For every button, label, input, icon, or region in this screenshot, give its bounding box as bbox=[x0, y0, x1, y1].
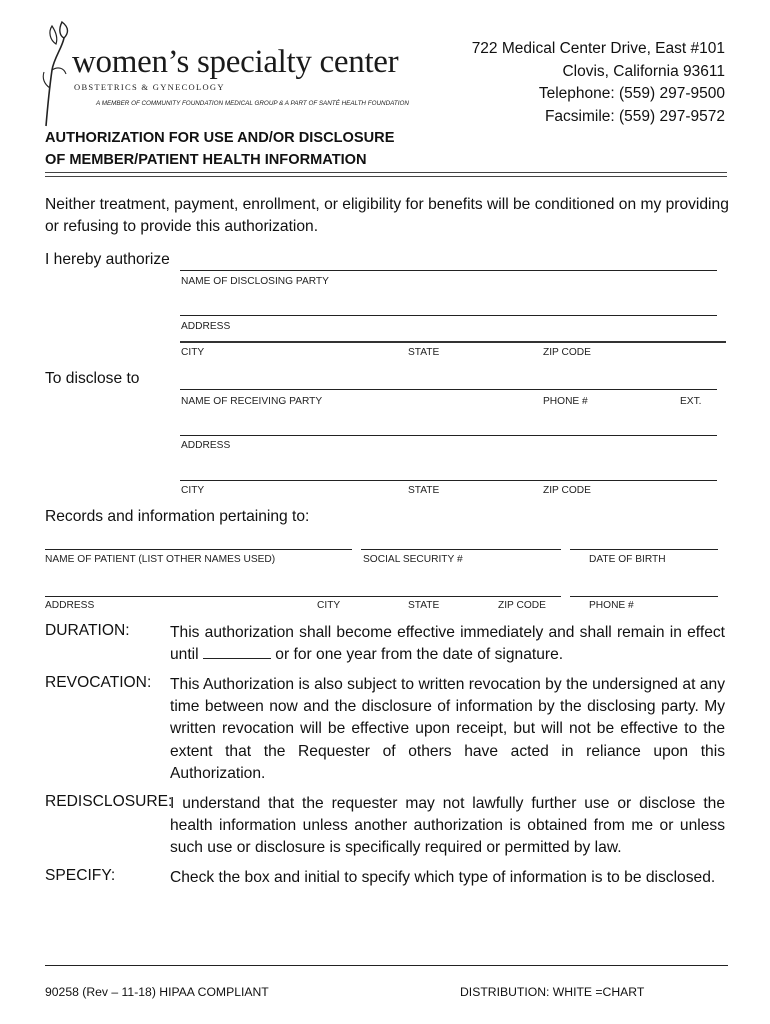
title-line-2: OF MEMBER/PATIENT HEALTH INFORMATION bbox=[45, 152, 367, 168]
disclosing-party-name-label: NAME OF DISCLOSING PARTY bbox=[181, 276, 329, 287]
patient-phone-field[interactable] bbox=[570, 596, 718, 597]
logo-tagline: A MEMBER OF COMMUNITY FOUNDATION MEDICAL GROUP & A PART OF SANTÉ HEALTH FOUNDATION bbox=[96, 100, 409, 107]
receiving-zip-label: ZIP CODE bbox=[543, 485, 591, 496]
date-of-birth-label: DATE OF BIRTH bbox=[589, 554, 666, 565]
receiving-state-label: STATE bbox=[408, 485, 440, 496]
patient-state-label: STATE bbox=[408, 600, 440, 611]
address-city: Clovis, California 93611 bbox=[562, 62, 725, 80]
social-security-field[interactable] bbox=[361, 549, 561, 550]
title-divider bbox=[45, 172, 727, 173]
clinic-address-block bbox=[472, 38, 725, 128]
authorize-label: I hereby authorize bbox=[45, 251, 170, 268]
receiving-phone-label: PHONE # bbox=[543, 396, 588, 407]
logo-wordmark: women’s specialty center bbox=[72, 44, 399, 80]
receiving-city-label: CITY bbox=[181, 485, 205, 496]
disclosing-party-address-label: ADDRESS bbox=[181, 321, 231, 332]
address-street: 722 Medical Center Drive, East #101 bbox=[471, 40, 725, 57]
patient-address-field[interactable] bbox=[45, 596, 561, 597]
receiving-party-name-label: NAME OF RECEIVING PARTY bbox=[181, 396, 323, 407]
duration-label: DURATION: bbox=[45, 622, 130, 639]
patient-zip-label: ZIP CODE bbox=[498, 600, 546, 611]
specify-label: SPECIFY: bbox=[45, 867, 116, 884]
title-divider-2 bbox=[45, 176, 727, 177]
duration-until-field[interactable] bbox=[203, 644, 271, 659]
title-line-1: AUTHORIZATION FOR USE AND/OR DISCLOSURE bbox=[45, 130, 395, 146]
distribution-note: DISTRIBUTION: WHITE =CHART bbox=[460, 985, 645, 999]
lily-logo-icon bbox=[40, 18, 76, 130]
facsimile: Facsimile: (559) 297-9572 bbox=[544, 107, 725, 125]
patient-phone-label: PHONE # bbox=[589, 600, 634, 611]
intro-paragraph: Neither treatment, payment, enrollment, or eligibility for benefits will be conditioned on my providing or refusing to provide this authorization. bbox=[45, 196, 729, 235]
receiving-party-name-field[interactable] bbox=[180, 389, 717, 390]
disclosing-party-name-field[interactable] bbox=[180, 270, 717, 271]
disclosing-party-city-field[interactable] bbox=[180, 341, 726, 343]
disclosing-state-label: STATE bbox=[408, 347, 440, 358]
receiving-ext-label: EXT. bbox=[680, 396, 702, 407]
telephone: Telephone: (559) 297-9500 bbox=[538, 85, 725, 102]
social-security-label: SOCIAL SECURITY # bbox=[363, 554, 463, 565]
duration-text bbox=[170, 622, 725, 666]
logo-subtitle: OBSTETRICS & GYNECOLOGY bbox=[74, 82, 225, 92]
patient-name-label: NAME OF PATIENT (LIST OTHER NAMES USED) bbox=[45, 554, 276, 565]
redisclosure-label: REDISCLOSURE: bbox=[45, 793, 173, 810]
patient-address-label: ADDRESS bbox=[45, 600, 95, 611]
revocation-label: REVOCATION: bbox=[45, 674, 152, 691]
disclosing-city-label: CITY bbox=[181, 347, 205, 358]
disclosing-zip-label: ZIP CODE bbox=[543, 347, 591, 358]
receiving-party-address-field[interactable] bbox=[180, 435, 717, 436]
duration-text-a: This authorization shall become effective immediately and shall remain in effect until bbox=[170, 624, 725, 664]
footer-divider bbox=[45, 965, 728, 966]
patient-name-field[interactable] bbox=[45, 549, 352, 550]
form-number: 90258 (Rev – 11-18) HIPAA COMPLIANT bbox=[45, 985, 269, 999]
date-of-birth-field[interactable] bbox=[570, 549, 718, 550]
duration-text-b: or for one year from the date of signature. bbox=[275, 646, 564, 664]
receiving-party-address-label: ADDRESS bbox=[181, 440, 231, 451]
records-label: Records and information pertaining to: bbox=[45, 508, 310, 525]
redisclosure-text: I understand that the requester may not lawfully further use or disclose the health information unless another authorization is obtained from me or unless such use or disclosure is specifically required or permitted by law. bbox=[170, 795, 725, 857]
patient-city-label: CITY bbox=[317, 600, 341, 611]
receiving-party-city-field[interactable] bbox=[180, 480, 717, 481]
document-title bbox=[45, 127, 394, 171]
disclose-to-label: To disclose to bbox=[45, 370, 140, 387]
disclosing-party-address-field[interactable] bbox=[180, 315, 717, 316]
revocation-text: This Authorization is also subject to written revocation by the undersigned at any time between now and the disclosure of information by the disclosing party. My written revocation will be effective upon receipt, but will not be effective to the extent that the Requester of others have acted in reliance upon this Authorization. bbox=[170, 676, 725, 782]
specify-text: Check the box and initial to specify which type of information is to be disclosed. bbox=[170, 869, 716, 886]
